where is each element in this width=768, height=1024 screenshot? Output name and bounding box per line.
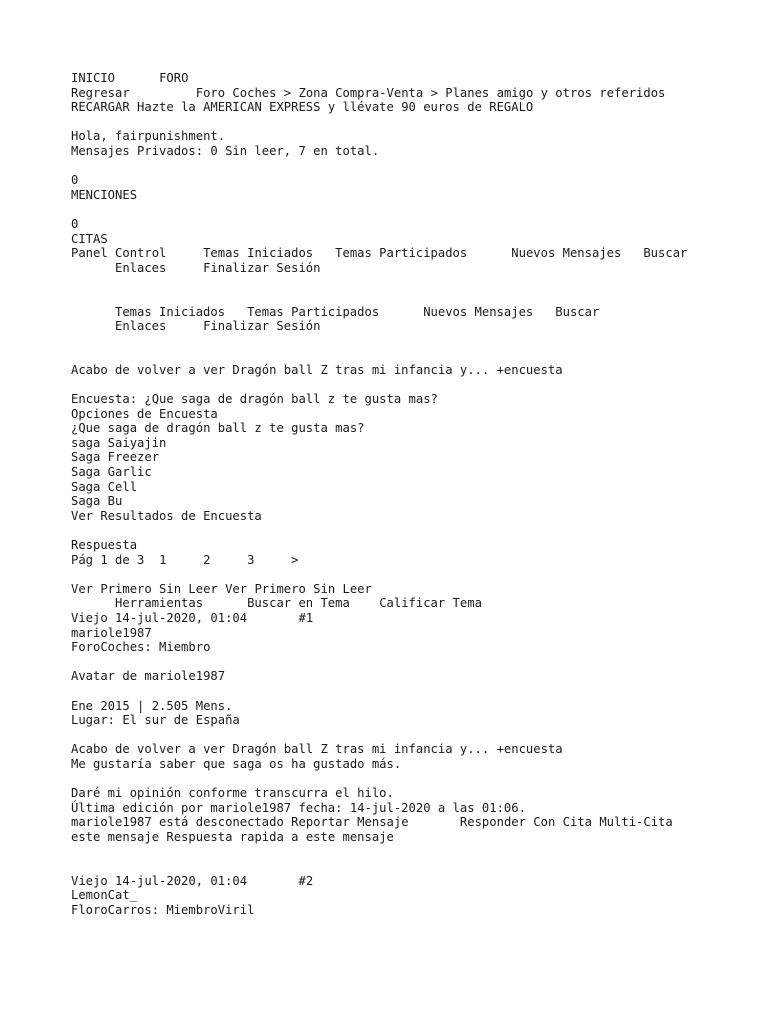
breadcrumb-zona-compra-venta[interactable]: Zona Compra-Venta [298, 85, 424, 100]
page-label: Pág 1 de 3 [71, 552, 145, 567]
reply-button[interactable]: Respuesta [71, 538, 138, 552]
first-unread-link[interactable]: Ver Primero Sin Leer [225, 581, 372, 596]
page-link[interactable]: 1 [159, 552, 167, 567]
recargar-link[interactable]: RECARGAR [71, 100, 130, 115]
post-author[interactable]: LemonCat_ [71, 888, 138, 903]
user-menu [71, 246, 761, 261]
regresar-link[interactable]: Regresar [71, 85, 130, 100]
poll-label: Encuesta: ¿Que saga de dragón ball z te gusta mas? [71, 392, 438, 407]
post-number-link[interactable]: #1 [298, 610, 314, 625]
poll-option[interactable]: Saga Garlic [71, 465, 152, 480]
poll-question: ¿Que saga de dragón ball z te gusta mas? [71, 421, 365, 436]
page-document [71, 71, 761, 917]
author-location: Lugar: El sur de España [71, 713, 240, 728]
pagination [71, 553, 761, 568]
poll-options-title: Opciones de Encuesta [71, 406, 218, 421]
poll-results-link[interactable]: Ver Resultados de Encuesta [71, 508, 262, 523]
post-author[interactable]: mariole1987 [71, 625, 152, 640]
page-link[interactable]: 2 [203, 552, 211, 567]
post-number-link[interactable]: #2 [298, 873, 314, 888]
first-unread-row [71, 582, 761, 597]
poll-option[interactable]: Saga Bu [71, 494, 123, 509]
menciones-count: 0 [71, 173, 79, 188]
citas-link[interactable]: CITAS [71, 231, 108, 246]
menciones-link[interactable]: MENCIONES [71, 187, 138, 202]
nav-foro-link[interactable]: FORO [159, 71, 189, 85]
nuevos-mensajes-link[interactable]: Nuevos Mensajes [511, 246, 622, 261]
avatar: Avatar de mariole1987 [71, 669, 226, 684]
nav-inicio-link[interactable]: INICIO [71, 71, 116, 85]
poll-option[interactable]: saga Saiyajin [71, 435, 167, 450]
buscar-link[interactable]: Buscar [643, 246, 688, 261]
logout-link[interactable]: Finalizar Sesión [203, 260, 321, 275]
poll-option[interactable]: Saga Freezer [71, 450, 160, 465]
breadcrumb [71, 86, 761, 101]
promo-line [71, 100, 761, 115]
buscar-link[interactable]: Buscar [555, 304, 600, 319]
post-body: Me gustaría saber que saga os ha gustado más. [71, 756, 402, 771]
reply-with-quote-button[interactable]: Responder Con Cita [459, 815, 592, 830]
report-post-button[interactable]: Reportar Mensaje [291, 815, 409, 830]
post-title: Acabo de volver a ver Dragón ball Z tras mi infancia y... +encuesta [71, 742, 563, 757]
enlaces-link[interactable]: Enlaces [115, 319, 167, 334]
temas-participados-link[interactable]: Temas Participados [247, 304, 380, 319]
temas-participados-link[interactable]: Temas Participados [335, 246, 468, 261]
breadcrumb-planes-amigo[interactable]: Planes amigo y otros referidos [445, 85, 666, 100]
thread-tools [71, 596, 761, 611]
user-menu-secondary-row2 [71, 319, 761, 334]
panel-control-link[interactable]: Panel Control [71, 246, 167, 261]
user-menu-row2 [71, 261, 761, 276]
post-actions [71, 815, 761, 830]
poll-option[interactable]: Saga Cell [71, 479, 138, 494]
multi-quote-button[interactable]: Multi-Cita [599, 815, 673, 830]
breadcrumb-sep: > [276, 85, 299, 100]
page-link[interactable]: 3 [247, 552, 255, 567]
post-date: Viejo 14-jul-2020, 01:04 [71, 610, 248, 625]
thread-title[interactable]: Acabo de volver a ver Dragón ball Z tras mi infancia y... +encuesta [71, 362, 563, 377]
buscar-en-tema-menu[interactable]: Buscar en Tema [247, 596, 350, 611]
breadcrumb-foro-coches[interactable]: Foro Coches [195, 85, 277, 100]
citas-count: 0 [71, 216, 79, 231]
online-status: mariole1987 está desconectado [71, 815, 284, 830]
post-body: Daré mi opinión conforme transcurra el hilo. [71, 786, 394, 801]
user-menu-secondary [71, 305, 761, 320]
promo-link[interactable]: Hazte la AMERICAN EXPRESS y llévate 90 euros de REGALO [137, 100, 534, 115]
greeting: Hola, fairpunishment. [71, 129, 226, 144]
post-actions-row2 [71, 830, 761, 845]
private-messages-link[interactable]: Mensajes Privados: 0 Sin leer, 7 en total. [71, 143, 380, 158]
temas-iniciados-link[interactable]: Temas Iniciados [115, 304, 226, 319]
calificar-tema-menu[interactable]: Calificar Tema [379, 596, 482, 611]
post-header [71, 874, 761, 889]
first-unread-link[interactable]: Ver Primero Sin Leer [71, 581, 218, 596]
nuevos-mensajes-link[interactable]: Nuevos Mensajes [423, 304, 534, 319]
breadcrumb-sep: > [423, 85, 446, 100]
temas-iniciados-link[interactable]: Temas Iniciados [203, 246, 314, 261]
post-date: Viejo 14-jul-2020, 01:04 [71, 873, 248, 888]
enlaces-link[interactable]: Enlaces [115, 260, 167, 275]
post-edit-note: Última edición por mariole1987 fecha: 14-jul-2020 a las 01:06. [71, 800, 526, 815]
post-author-rank: ForoCoches: Miembro [71, 640, 211, 655]
herramientas-menu[interactable]: Herramientas [115, 596, 204, 611]
author-stats: Ene 2015 | 2.505 Mens. [71, 698, 233, 713]
post-author-rank: FloroCarros: MiembroViril [71, 902, 255, 917]
multi-quote-button-rest[interactable]: este mensaje [71, 829, 160, 844]
logout-link[interactable]: Finalizar Sesión [203, 319, 321, 334]
top-nav [71, 71, 761, 86]
quick-reply-button[interactable]: Respuesta rapida a este mensaje [166, 829, 394, 844]
post-header [71, 611, 761, 626]
next-page-link[interactable]: > [291, 552, 299, 567]
